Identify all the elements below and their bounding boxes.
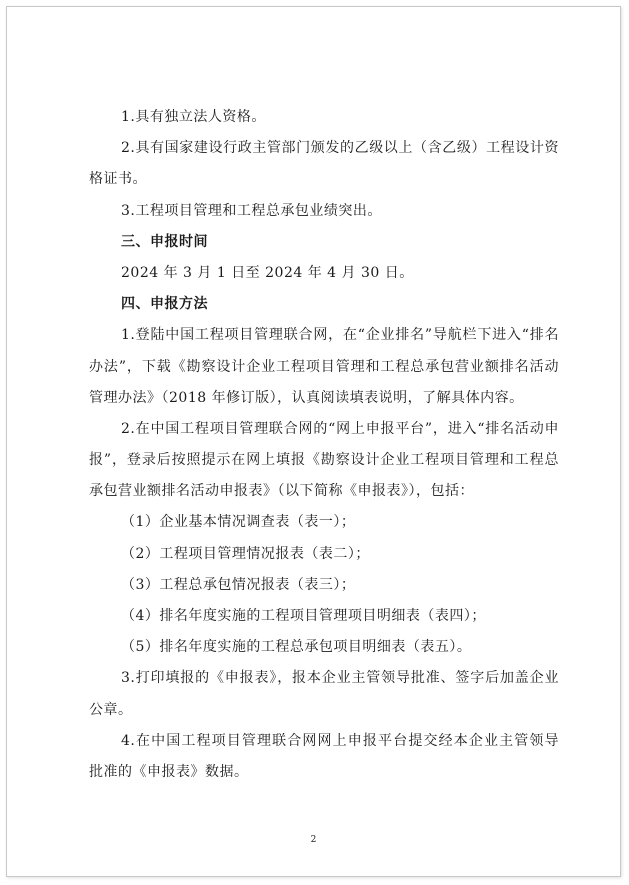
text-line: [89, 632, 559, 663]
line-text: （1）企业基本情况调查表（表一）；: [121, 514, 356, 531]
text-line: [89, 258, 559, 289]
text-line: [89, 102, 559, 133]
line-text: 4.在中国工程项目管理联合网网上申报平台提交经本企业主管领导: [121, 732, 559, 749]
text-line: [89, 320, 559, 351]
text-line: [89, 726, 559, 757]
text-line: [89, 507, 559, 538]
line-text: 四、申报方法: [121, 296, 208, 313]
line-text: 1.具有独立法人资格。: [121, 109, 266, 125]
line-text: （5）排名年度实施的工程总承包项目明细表（表五）。: [121, 639, 472, 656]
document-page: [6, 6, 621, 877]
text-line: [89, 663, 559, 694]
line-text: 2.具有国家建设行政主管部门颁发的乙级以上（含乙级）工程设计资: [121, 140, 559, 157]
line-text: 管理办法》（2018 年修订版），认真阅读填表说明，了解具体内容。: [89, 389, 524, 406]
text-line: [89, 414, 559, 445]
line-text: 2.在中国工程项目管理联合网的“网上申报平台”，进入“排名活动申: [121, 420, 559, 437]
line-text: （3）工程总承包情况报表（表三）；: [121, 576, 356, 593]
line-text: 三、申报时间: [121, 233, 208, 250]
section-heading: [89, 227, 559, 258]
document-body: [89, 102, 559, 788]
line-text: 办法”，下载《勘察设计企业工程项目管理和工程总承包营业额排名活动: [89, 358, 559, 375]
text-line: [89, 164, 559, 195]
page-number: 2: [310, 835, 317, 845]
text-line: [89, 570, 559, 601]
text-line: [89, 476, 559, 507]
line-text: 3.工程项目管理和工程总承包业绩突出。: [121, 202, 382, 219]
line-text: 承包营业额排名活动申报表》（以下简称《申报表》），包括：: [89, 483, 474, 500]
text-line: [89, 539, 559, 570]
line-text: 批准的《申报表》数据。: [89, 763, 249, 780]
line-text: 1.登陆中国工程项目管理联合网，在“企业排名”导航栏下进入“排名: [121, 327, 559, 344]
text-line: [89, 383, 559, 414]
line-text: 公章。: [89, 701, 133, 718]
text-line: [89, 196, 559, 227]
text-line: [89, 695, 559, 726]
text-line: [89, 757, 559, 788]
line-text: 3.打印填报的《申报表》，报本企业主管领导批准、签字后加盖企业: [121, 670, 559, 687]
line-text: 2024 年 3 月 1 日至 2024 年 4 月 30 日。: [121, 264, 414, 281]
line-text: 报”，登录后按照提示在网上填报《勘察设计企业工程项目管理和工程总: [89, 452, 559, 469]
section-heading: [89, 289, 559, 320]
line-text: 格证书。: [89, 171, 147, 188]
text-line: [89, 133, 559, 164]
text-line: [89, 352, 559, 383]
line-text: （4）排名年度实施的工程项目管理项目明细表（表四）；: [121, 608, 486, 624]
text-line: [89, 601, 559, 632]
text-line: [89, 445, 559, 476]
line-text: （2）工程项目管理情况报表（表二）；: [121, 545, 370, 562]
